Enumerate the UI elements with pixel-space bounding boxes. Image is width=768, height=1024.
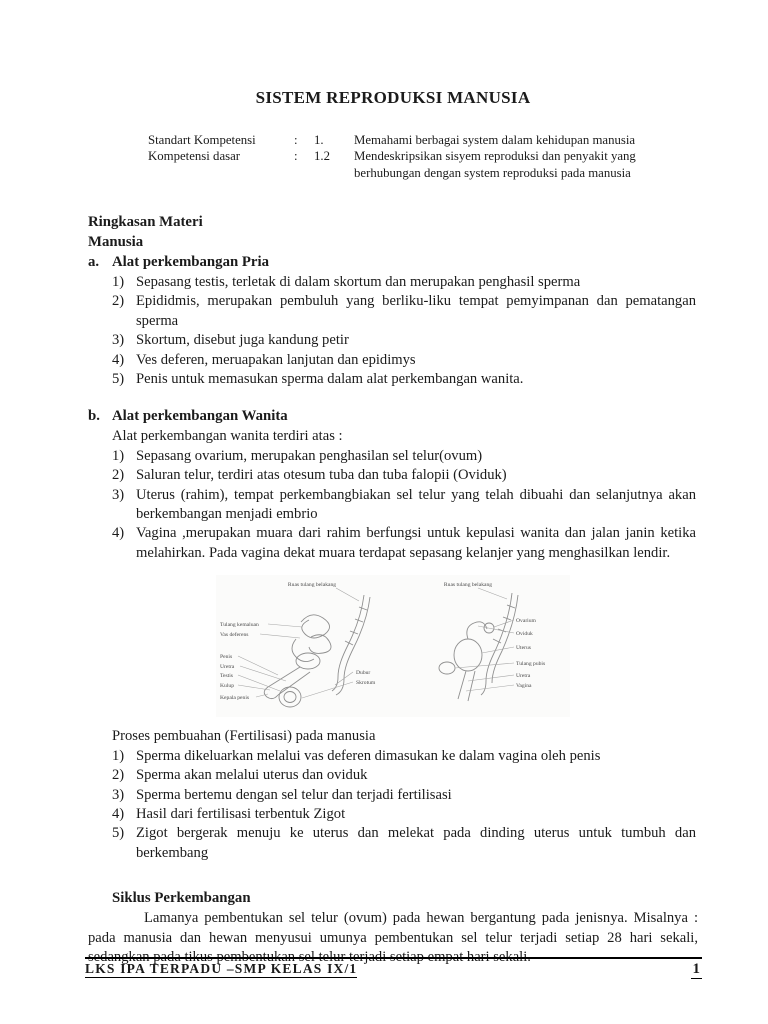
list-item	[112, 331, 698, 350]
section-b-heading	[88, 407, 698, 427]
list-item	[112, 824, 698, 863]
anatomy-figure-scan	[216, 575, 570, 717]
list-item-number: 4)	[112, 805, 125, 822]
figure-label: Tulang pubis	[516, 661, 546, 668]
section-a-marker: a.	[88, 254, 100, 271]
footer-text: LKS IPA TERPADU –SMP KELAS IX/1	[85, 961, 358, 976]
anatomy-figure	[88, 575, 698, 717]
page-footer	[85, 957, 702, 979]
male-leader-lines	[238, 588, 359, 698]
list-item	[112, 466, 698, 485]
list-item	[112, 486, 698, 525]
figure-label: Uretra	[516, 673, 531, 680]
list-item	[112, 524, 698, 563]
kompetensi-number: 1.	[314, 133, 324, 147]
list-item-number: 1)	[112, 447, 125, 464]
figure-label: Skrotum	[356, 680, 376, 687]
heading-ringkasan: Ringkasan Materi	[88, 214, 203, 231]
kompetensi-label: Standart Kompetensi	[148, 133, 256, 147]
figure-label: Testis	[220, 673, 233, 680]
male-diagram	[264, 595, 370, 707]
figure-label: Kepala penis	[220, 695, 250, 702]
male-labels	[220, 582, 376, 701]
figure-label: Vagina	[516, 683, 532, 690]
list-item	[112, 766, 698, 785]
figure-label: Tulang kemaluan	[220, 622, 259, 629]
kompetensi-colon: :	[294, 149, 298, 164]
list-item	[112, 273, 698, 292]
list-item	[112, 747, 698, 766]
list-item-number: 2)	[112, 467, 125, 484]
kompetensi-label: Kompetensi dasar	[148, 149, 241, 164]
kompetensi-text: Mendeskripsikan sisyem reproduksi dan penyakit yang berhubungan dengan system reproduksi pada manusia	[354, 149, 636, 180]
kompetensi-colon: :	[294, 133, 298, 147]
section-b-intro: Alat perkembangan wanita terdiri atas :	[112, 428, 343, 445]
list-item-number: 3)	[112, 332, 125, 349]
list-item	[112, 786, 698, 805]
section-b-title: Alat perkembangan Wanita	[112, 408, 288, 425]
figure-label: Uterus	[516, 645, 531, 652]
section-a-list	[112, 273, 698, 389]
figure-label: Kulup	[220, 683, 234, 690]
page-number: 1	[692, 961, 700, 977]
list-item-text: Sperma bertemu dengan sel telur dan terjadi fertilisasi	[136, 786, 452, 803]
list-item-text: Epididmis, merupakan pembuluh yang berliku-liku tempat pemyimpanan dan pematangan sperma	[136, 293, 696, 329]
kompetensi-block	[148, 132, 698, 181]
list-item-number: 3)	[112, 786, 125, 803]
list-item-text: Sperma dikeluarkan melalui vas deferen dimasukan ke dalam vagina oleh penis	[136, 747, 601, 764]
list-item-text: Saluran telur, terdiri atas otesum tuba dan tuba falopii (Oviduk)	[136, 467, 507, 484]
list-item-number: 3)	[112, 486, 125, 503]
list-item-text: Sepasang testis, terletak di dalam skortum dan merupakan penghasil sperma	[136, 274, 581, 291]
section-a-title: Alat perkembangan Pria	[112, 254, 270, 271]
list-item	[112, 447, 698, 466]
list-item-number: 2)	[112, 767, 125, 784]
siklus-heading: Siklus Perkembangan	[112, 890, 251, 907]
list-item-number: 4)	[112, 525, 125, 542]
list-item-text: Hasil dari fertilisasi terbentuk Zigot	[136, 805, 346, 822]
list-item-text: Sepasang ovarium, merupakan penghasilan sel telur(ovum)	[136, 447, 483, 464]
list-item-text: Ves deferen, meruapakan lanjutan dan epidimys	[136, 351, 416, 368]
female-diagram	[439, 593, 518, 701]
page-title: SISTEM REPRODUKSI MANUSIA	[255, 88, 531, 107]
list-item	[112, 351, 698, 370]
list-item-text: Vagina ,merupakan muara dari rahim berfungsi untuk kepulasi wanita dan jalan janin ketika melahirkan. Pada vagina dekat muara terdapat sepasang kelanjer yang menghasilkan lendir.	[136, 525, 696, 561]
fertilisasi-heading: Proses pembuahan (Fertilisasi) pada manusia	[112, 728, 376, 745]
list-item-text: Sperma akan melalui uterus dan oviduk	[136, 767, 368, 784]
anatomy-diagram-svg	[216, 575, 570, 717]
siklus-paragraph: Lamanya pembentukan sel telur (ovum) pada hewan bergantung pada jenisnya. Misalnya : pada manusia dan hewan menyusui umunya pembentukan sel telur terjadi setiap 28 hari sekali, sedangkan pada tikus pembentukan sel telur terjadi setiap empat hari sekali.	[88, 910, 698, 966]
list-item-text: Zigot bergerak menuju ke uterus dan melekat pada dinding uterus untuk tumbuh dan berkembang	[136, 825, 696, 861]
figure-label: Dubur	[356, 670, 371, 677]
list-item-text: Penis untuk memasukan sperma dalam alat perkembangan wanita.	[136, 371, 524, 388]
section-b-list	[112, 447, 698, 563]
list-item-text: Skortum, disebut juga kandung petir	[136, 332, 349, 349]
figure-label: Vas deferens	[220, 632, 249, 639]
female-labels	[444, 582, 545, 689]
list-item-number: 1)	[112, 747, 125, 764]
list-item-number: 1)	[112, 274, 125, 291]
kompetensi-row	[148, 132, 698, 148]
list-item-number: 4)	[112, 351, 125, 368]
list-item-number: 2)	[112, 293, 125, 310]
heading-manusia: Manusia	[88, 234, 144, 251]
figure-label: Oviduk	[516, 631, 533, 638]
list-item	[112, 805, 698, 824]
list-item-number: 5)	[112, 825, 125, 842]
figure-label: Ovarium	[516, 618, 536, 625]
section-b-marker: b.	[88, 408, 100, 425]
list-item-text: Uterus (rahim), tempat perkembangbiakan sel telur yang telah dibuahi dan selanjutnya akan berkembangan menjadi embrio	[136, 486, 696, 523]
list-item-number: 5)	[112, 371, 125, 388]
figure-label: Ruas tulang belakang	[443, 582, 493, 589]
list-item	[112, 292, 698, 331]
figure-label: Uretra	[220, 664, 235, 671]
kompetensi-number: 1.2	[314, 149, 330, 164]
fertilisasi-list	[112, 747, 698, 863]
figure-label: Ruas tulang belakang	[287, 582, 337, 589]
section-a-heading	[88, 253, 698, 273]
list-item	[112, 370, 698, 389]
kompetensi-text: Memahami berbagai system dalam kehidupan manusia	[354, 133, 636, 147]
figure-label: Penis	[220, 654, 233, 661]
kompetensi-row	[148, 148, 698, 181]
